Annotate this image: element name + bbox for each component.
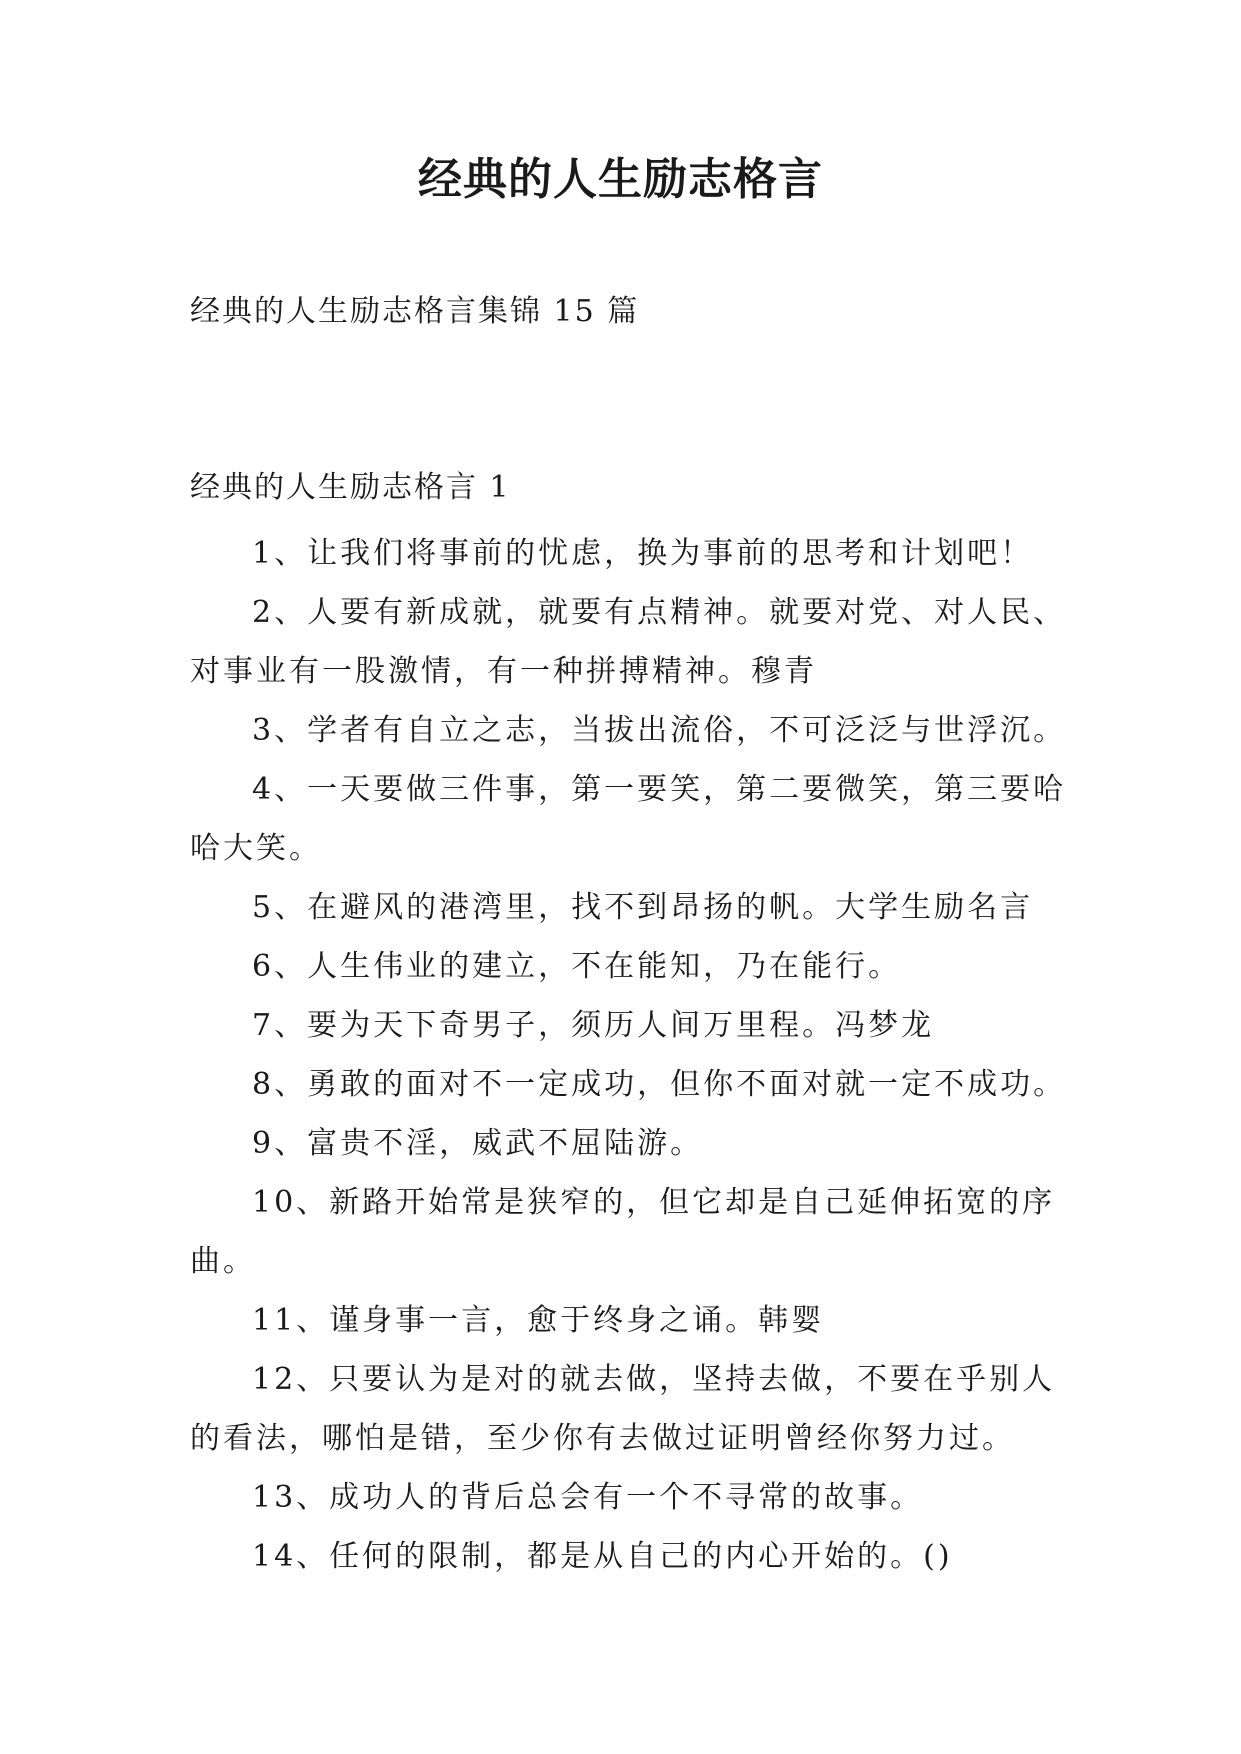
quote-item: 13、成功人的背后总会有一个不寻常的故事。 [252, 1480, 924, 1515]
section-heading: 经典的人生励志格言 1 [190, 470, 511, 505]
quote-item: 14、任何的限制，都是从自己的内心开始的。() [252, 1539, 953, 1574]
quote-item: 6、人生伟业的建立，不在能知，乃在能行。 [252, 949, 902, 984]
quote-item: 5、在避风的港湾里，找不到昂扬的帆。大学生励名言 [252, 890, 1034, 925]
document-subtitle: 经典的人生励志格言集锦 15 篇 [190, 294, 640, 329]
quote-item: 3、学者有自立之志，当拔出流俗，不可泛泛与世浮沉。 [252, 713, 1067, 748]
quote-item: 1、让我们将事前的忧虑，换为事前的思考和计划吧！ [252, 536, 1034, 571]
quote-item: 11、谨身事一言，愈于终身之诵。韩婴 [252, 1303, 825, 1338]
document-title: 经典的人生励志格言 [418, 154, 823, 205]
quote-item: 8、勇敢的面对不一定成功，但你不面对就一定不成功。 [252, 1067, 1067, 1102]
quote-item: 10、新路开始常是狭窄的，但它却是自己延伸拓宽的序曲。 [190, 1185, 1056, 1279]
quote-item: 12、只要认为是对的就去做，坚持去做，不要在乎别人的看法，哪怕是错，至少你有去做过证明曾经你努力过。 [190, 1362, 1056, 1456]
quote-item: 4、一天要做三件事，第一要笑，第二要微笑，第三要哈哈大笑。 [190, 772, 1067, 866]
quote-item: 9、富贵不淫，威武不屈陆游。 [252, 1126, 704, 1161]
quote-item: 7、要为天下奇男子，须历人间万里程。冯梦龙 [252, 1008, 935, 1043]
quote-item: 2、人要有新成就，就要有点精神。就要对党、对人民、对事业有一股激情，有一种拼搏精神。穆青 [190, 595, 1067, 689]
quote-list [190, 524, 1070, 1586]
